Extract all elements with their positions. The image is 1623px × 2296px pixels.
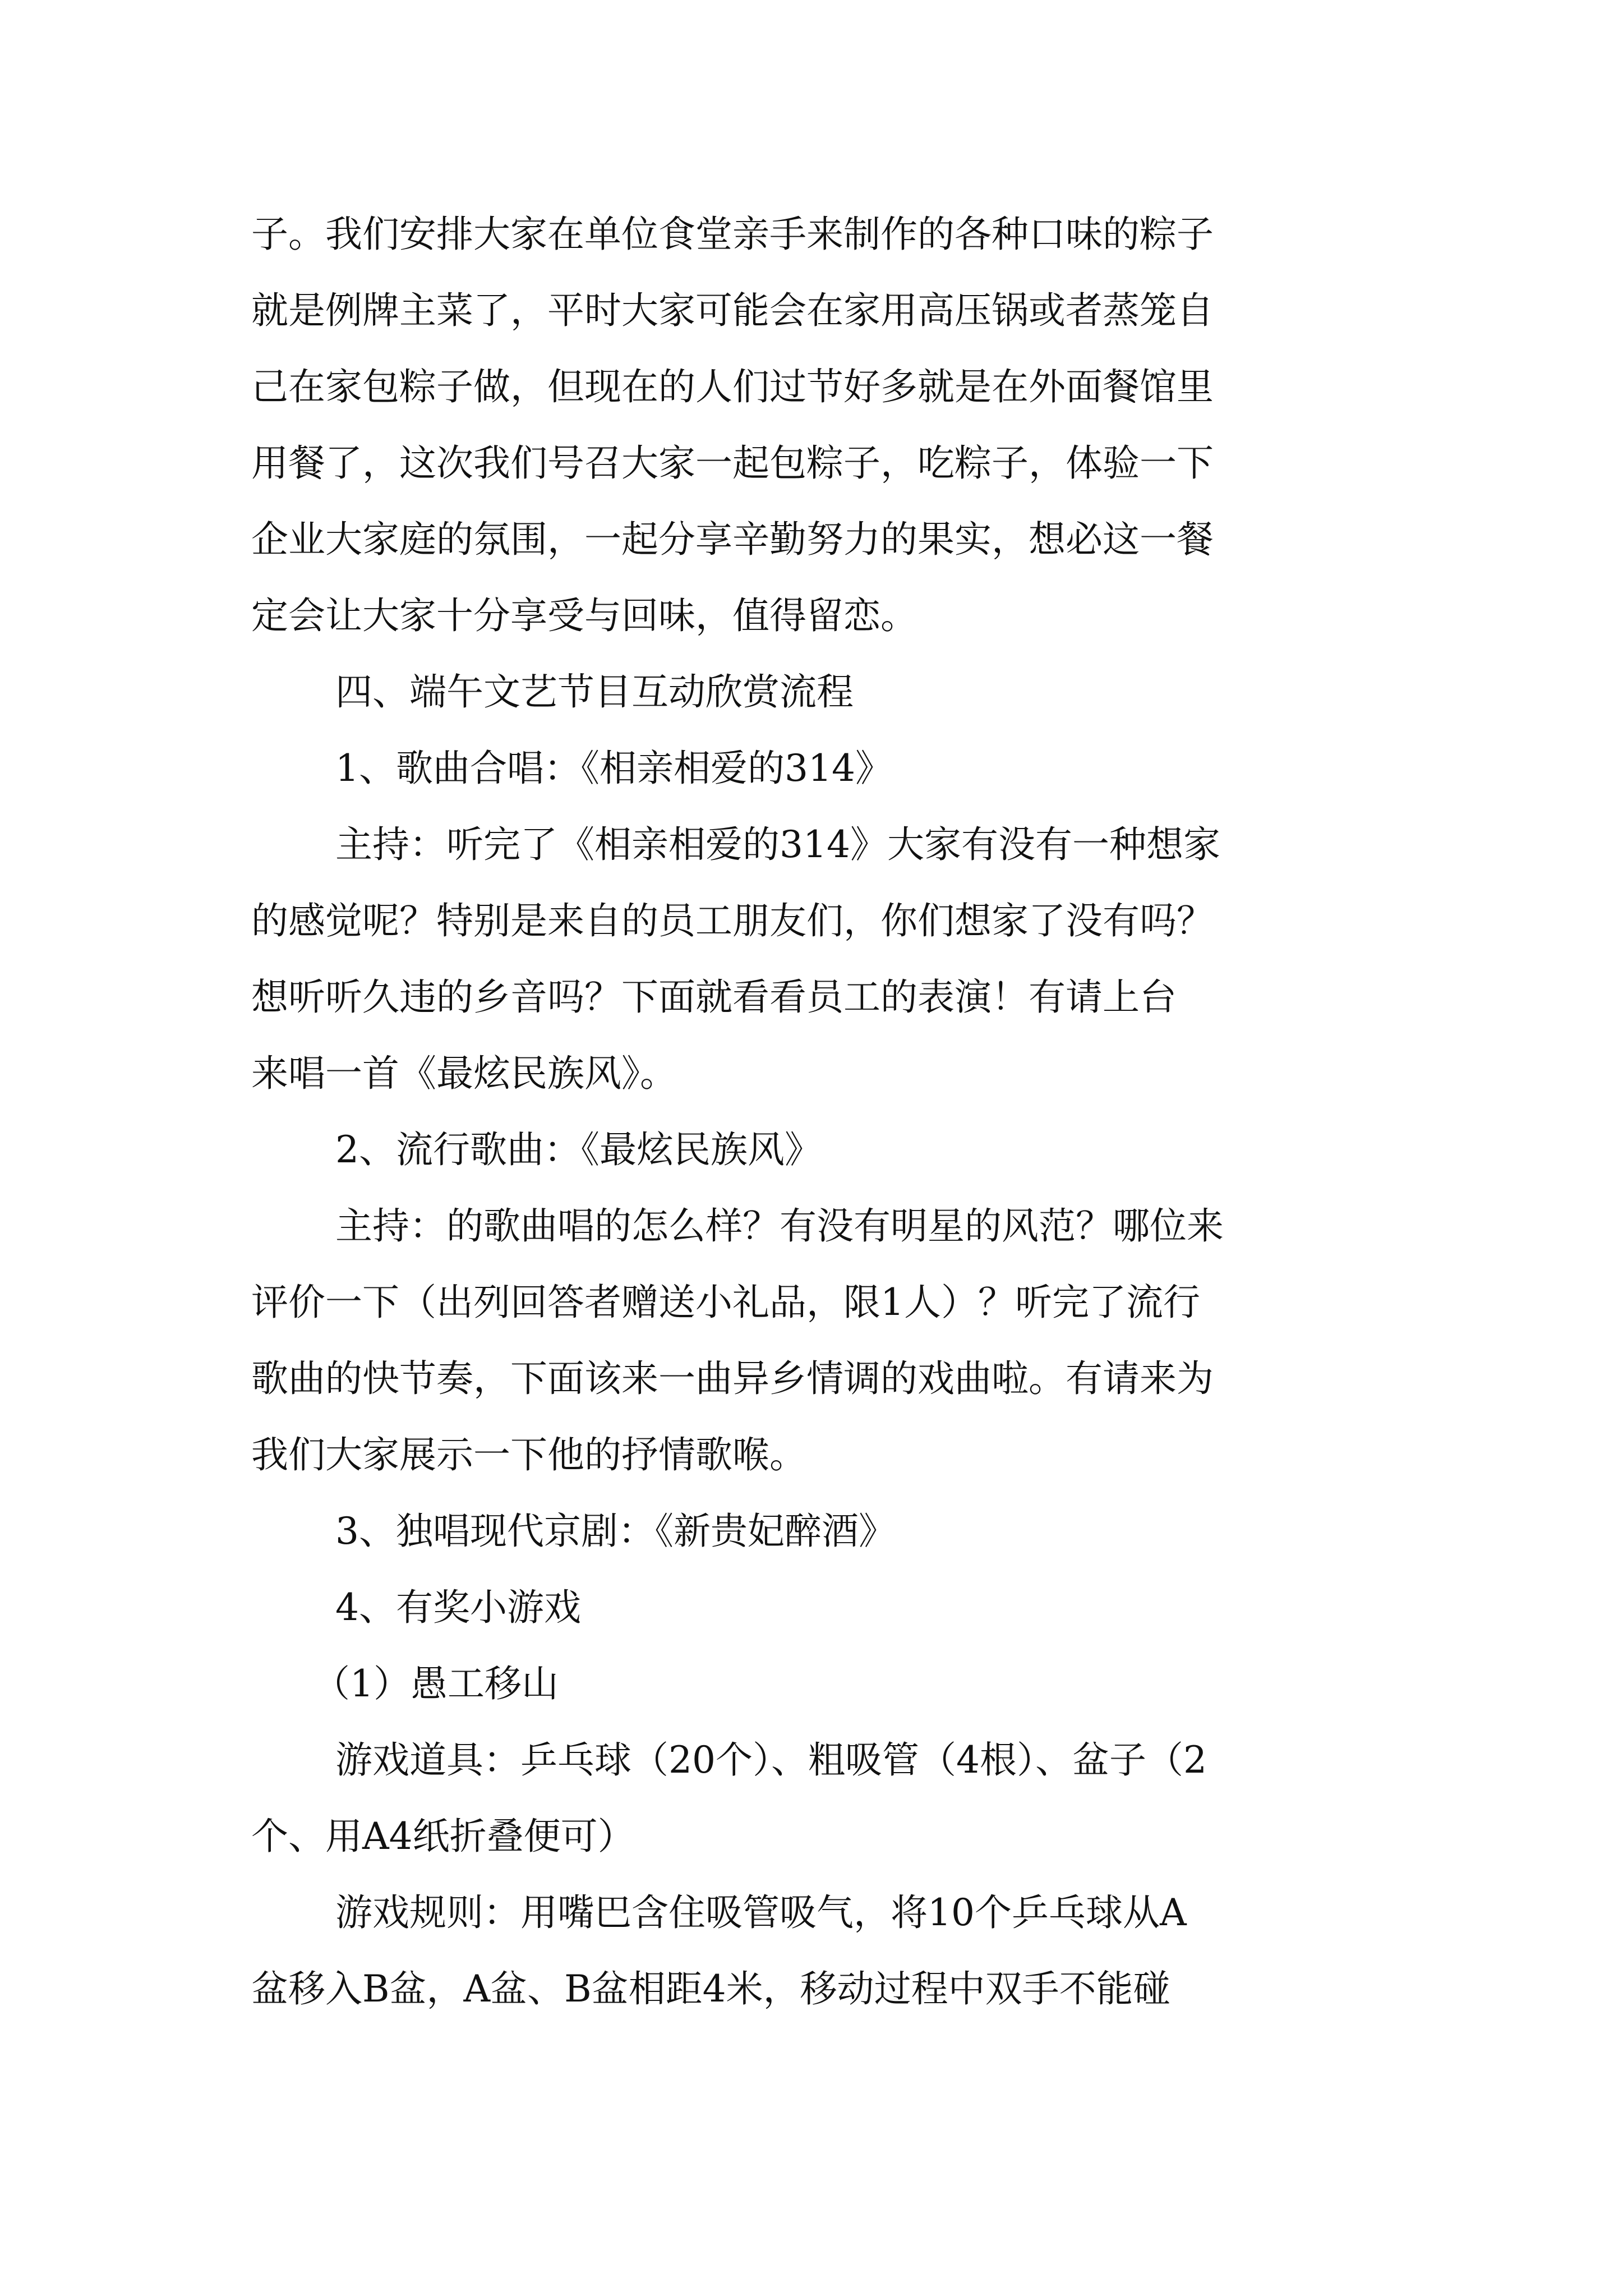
game-title: （1）愚工移山	[313, 1662, 559, 1705]
program-item-1: 1、歌曲合唱：《相亲相爱的314》	[335, 747, 892, 790]
host-speech-2-line-3: 歌曲的快节奏，下面该来一曲异乡情调的戏曲啦。有请来为	[251, 1357, 1214, 1400]
host-speech-2-line-4: 我们大家展示一下他的抒情歌喉。	[251, 1433, 806, 1476]
section-heading: 四、端午文艺节目互动欣赏流程	[335, 670, 854, 714]
paragraph-line-3: 己在家包粽子做，但现在的人们过节好多就是在外面餐馆里	[251, 365, 1214, 408]
game-rules-line-2: 盆移入B盆，A盆、B盆相距4米，移动过程中双手不能碰	[251, 1967, 1170, 2010]
program-item-4: 4、有奖小游戏	[335, 1586, 581, 1629]
game-props-line-1: 游戏道具：乒乓球（20个）、粗吸管（4根）、盆子（2	[335, 1738, 1207, 1782]
host-speech-2-line-2: 评价一下（出列回答者赠送小礼品，限1人）？听完了流行	[251, 1281, 1200, 1324]
game-props-line-2: 个、用A4纸折叠便可）	[251, 1815, 635, 1858]
host-speech-1-line-3: 想听听久违的乡音吗？下面就看看员工的表演！有请上台	[251, 976, 1177, 1019]
game-rules-line-1: 游戏规则：用嘴巴含住吸管吸气，将10个乒乓球从A	[335, 1891, 1187, 1934]
host-speech-1-line-4: 来唱一首《最炫民族风》。	[251, 1052, 677, 1095]
host-speech-1-line-1: 主持：听完了《相亲相爱的314》大家有没有一种想家	[335, 823, 1220, 866]
paragraph-line-4: 用餐了，这次我们号召大家一起包粽子，吃粽子，体验一下	[251, 441, 1214, 485]
paragraph-line-5: 企业大家庭的氛围，一起分享辛勤努力的果实，想必这一餐	[251, 518, 1214, 561]
paragraph-line-6: 定会让大家十分享受与回味，值得留恋。	[251, 594, 917, 637]
paragraph-line-1: 子。我们安排大家在单位食堂亲手来制作的各种口味的粽子	[251, 213, 1214, 256]
paragraph-line-2: 就是例牌主菜了，平时大家可能会在家用高压锅或者蒸笼自	[251, 289, 1214, 332]
program-item-3: 3、独唱现代京剧：《新贵妃醉酒》	[335, 1510, 896, 1553]
program-item-2: 2、流行歌曲：《最炫民族风》	[335, 1128, 822, 1171]
host-speech-2-line-1: 主持：的歌曲唱的怎么样？有没有明星的风范？哪位来	[335, 1204, 1224, 1248]
host-speech-1-line-2: 的感觉呢？特别是来自的员工朋友们，你们想家了没有吗？	[251, 899, 1214, 942]
